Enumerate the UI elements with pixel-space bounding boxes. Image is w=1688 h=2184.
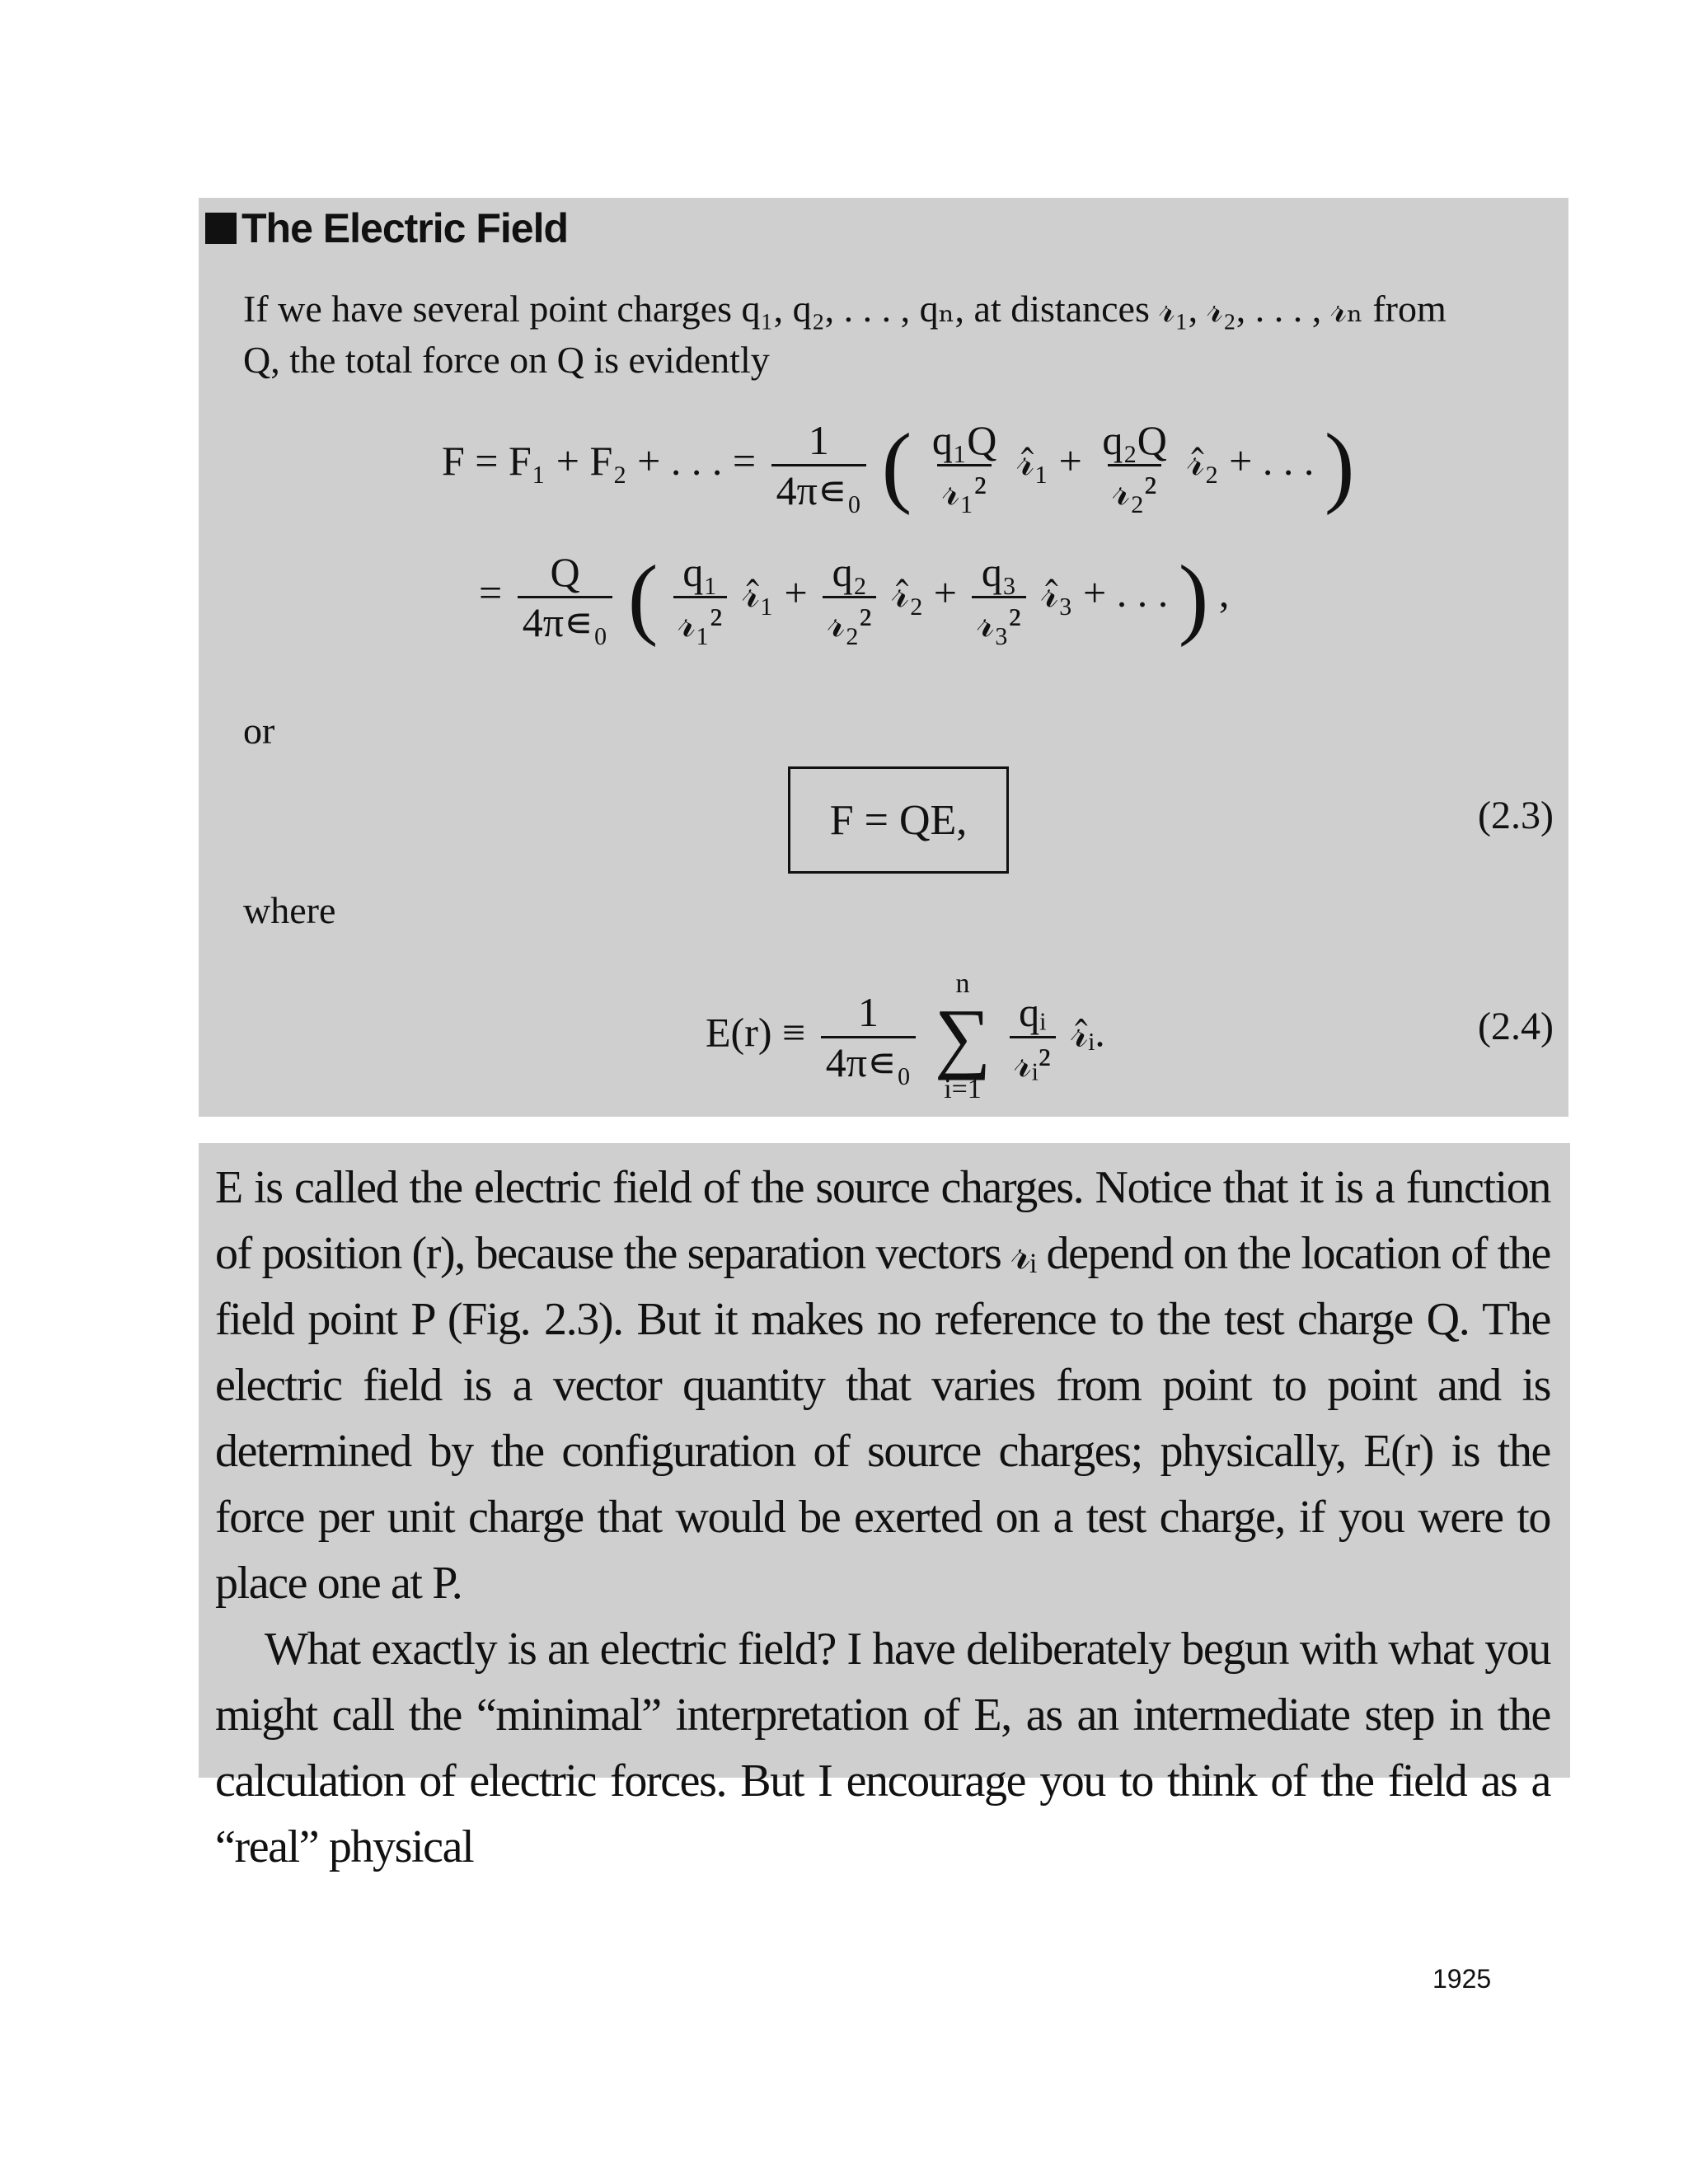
coef-den: 4π∊₀ [771, 464, 867, 514]
intro-paragraph [243, 284, 1554, 386]
field-coef-fraction [821, 988, 917, 1086]
boxed-equation-2-3 [788, 766, 1009, 874]
field-term-unit: 𝓇̂ᵢ. [1071, 1009, 1105, 1056]
b-unit: 𝓇̂₂ + [891, 569, 957, 616]
a-den: 𝓇₁² [673, 596, 727, 646]
b-fraction [823, 548, 876, 646]
a-num: q₁ [682, 549, 718, 595]
field-coef-num: 1 [857, 988, 879, 1035]
term1-num: q₁Q [931, 417, 997, 463]
c-unit: 𝓇̂₃ + . . . [1041, 569, 1169, 616]
summation [935, 968, 991, 1105]
field-term-fraction [1010, 988, 1056, 1086]
body-paragraph-2: What exactly is an electric field? I have deliberately begun with what you might call the “minimal” interpretation of E, as an intermediate step in the calculation of electric forces. But I encourage you to think of the field as a “real” physical [215, 1624, 1550, 1872]
intro-line-1: If we have several point charges q₁, q₂, . . . , qₙ, at distances 𝓇₁, 𝓇₂, . . . , 𝓇ₙ from [243, 288, 1447, 330]
sum-lower: i=1 [944, 1074, 982, 1104]
section-heading [205, 204, 568, 252]
equals-sign: = [479, 569, 503, 616]
sum-symbol: ∑ [934, 992, 992, 1080]
equation-number-2-3: (2.3) [1478, 794, 1554, 837]
force-sum-equation [442, 416, 1355, 514]
body-text [215, 1155, 1550, 1880]
page-number: 1925 [1432, 1964, 1492, 1994]
word-where: where [243, 889, 336, 931]
field-term-num: qᵢ [1019, 988, 1047, 1035]
term2-num: q₂Q [1102, 417, 1167, 463]
right-paren: ) [1324, 415, 1355, 516]
textbook-excerpt-body [199, 1143, 1570, 1872]
electric-field-equation [706, 968, 1105, 1105]
sum-upper: n [955, 968, 970, 999]
a-fraction [673, 548, 727, 646]
c-den: 𝓇₃² [972, 596, 1025, 646]
coef-fraction [771, 416, 867, 514]
a-unit: 𝓇̂₁ + [742, 569, 808, 616]
term1-den: 𝓇₁² [937, 464, 991, 514]
term2-fraction [1097, 416, 1172, 514]
q-num: Q [550, 549, 580, 595]
heading-square-icon [205, 213, 237, 244]
boxed-equation-text: F = QE, [829, 796, 968, 844]
body-paragraph-1: E is called the electric field of the source charges. Notice that it is a function of position (r), because the separation vectors 𝓇ᵢ depend on the location of the field point P (Fig. 2.3). But it makes no reference to the test charge Q. The electric field is a vector quantity that varies from point to point and is determined by the configuration of source charges; physically, E(r) is the force per unit charge that would be exerted on a test charge, if you were to place one at P. [215, 1162, 1550, 1609]
left-paren: ( [881, 415, 912, 516]
term2-unit: 𝓇̂₂ + . . . [1187, 437, 1315, 484]
term1-unit: 𝓇̂₁ + [1016, 437, 1082, 484]
b-den: 𝓇₂² [823, 596, 876, 646]
field-coef-den: 4π∊₀ [821, 1036, 917, 1086]
line2-tail: , [1218, 569, 1230, 616]
right-paren-2: ) [1178, 546, 1209, 648]
coef-num: 1 [808, 417, 829, 463]
field-term-den: 𝓇ᵢ² [1010, 1036, 1056, 1086]
left-paren-2: ( [627, 546, 659, 648]
textbook-excerpt-equations [199, 198, 1568, 1117]
c-fraction [972, 548, 1025, 646]
heading-text: The Electric Field [241, 205, 569, 251]
field-lhs: E(r) ≡ [706, 1009, 806, 1056]
equation-number-2-4: (2.4) [1478, 1005, 1554, 1048]
force-expanded-equation [479, 548, 1229, 646]
force-sum-lhs: F = F₁ + F₂ + . . . = [442, 437, 757, 484]
term1-fraction [927, 416, 1002, 514]
word-or: or [243, 710, 275, 752]
c-num: q₃ [981, 549, 1017, 595]
b-num: q₂ [832, 549, 868, 595]
term2-den: 𝓇₂² [1108, 464, 1161, 514]
intro-line-2: Q, the total force on Q is evidently [243, 339, 770, 381]
q-den: 4π∊₀ [518, 596, 613, 646]
q-fraction [518, 548, 613, 646]
